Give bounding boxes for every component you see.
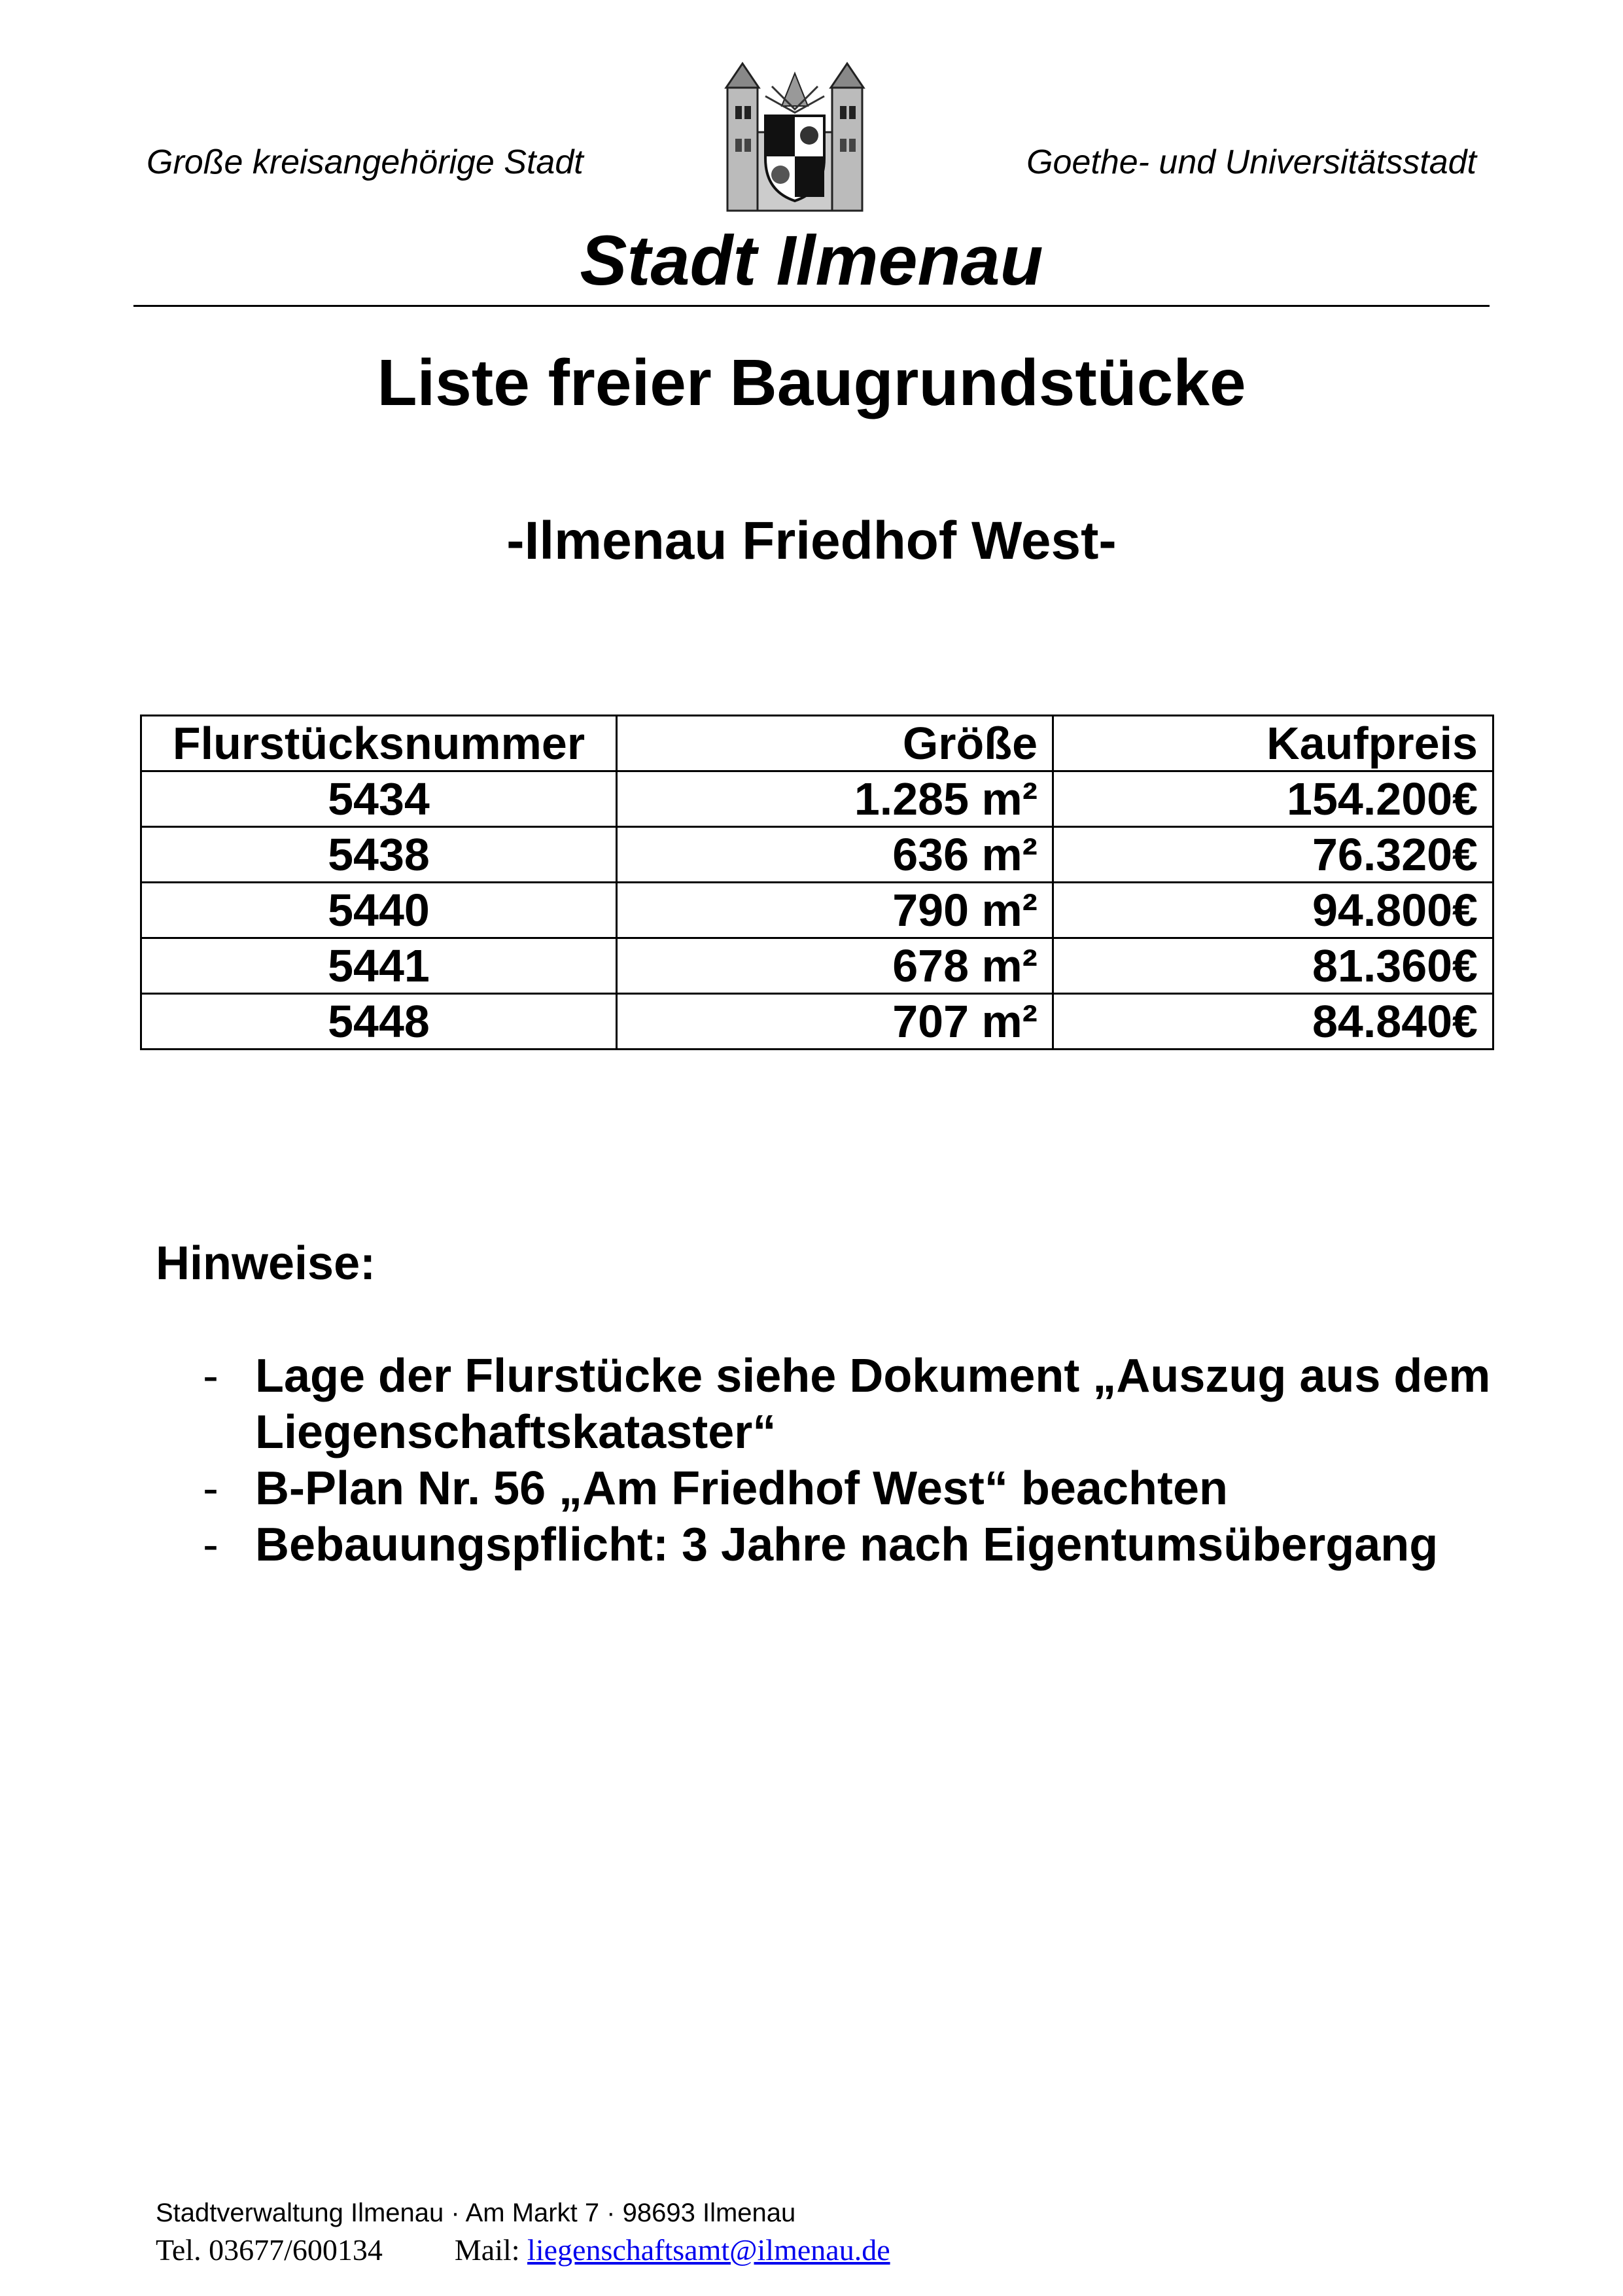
table-row (141, 771, 1493, 827)
document-title: Liste freier Baugrundstücke (377, 346, 1246, 419)
notes-list (203, 1348, 1511, 1573)
plot-price-cell: 76.320€ (1053, 827, 1493, 883)
header-divider (133, 305, 1490, 307)
header-right-text: Goethe- und Universitätsstadt (1026, 143, 1476, 181)
list-dash: - (203, 1519, 218, 1571)
plot-size-cell: 1.285 m² (617, 771, 1053, 827)
list-item (203, 1460, 1511, 1517)
list-item (203, 1517, 1511, 1573)
plot-price-cell: 81.360€ (1053, 938, 1493, 994)
note-text: Lage der Flurstücke siehe Dokument „Auszug aus dem Liegenschaftskataster“ (255, 1350, 1491, 1458)
email-link[interactable]: liegenschaftsamt@ilmenau.de (527, 2233, 890, 2267)
table-row (141, 883, 1493, 938)
plot-price-cell: 154.200€ (1053, 771, 1493, 827)
plot-price-cell: 84.840€ (1053, 994, 1493, 1050)
header-left-text: Große kreisangehörige Stadt (147, 143, 584, 181)
plot-size-cell: 678 m² (617, 938, 1053, 994)
note-text: Bebauungspflicht: 3 Jahre nach Eigentumsübergang (255, 1519, 1439, 1571)
plot-number-cell: 5434 (141, 771, 617, 827)
list-dash: - (203, 1350, 218, 1402)
table-row (141, 827, 1493, 883)
footer-phone: Tel. 03677/600134 (156, 2233, 383, 2267)
plot-number-cell: 5441 (141, 938, 617, 994)
table-row (141, 938, 1493, 994)
plot-size-cell: 636 m² (617, 827, 1053, 883)
plot-size-cell: 790 m² (617, 883, 1053, 938)
notes-heading: Hinweise: (156, 1237, 376, 1290)
footer-contact (156, 2233, 890, 2267)
column-header-price: Kaufpreis (1053, 716, 1493, 771)
document-subtitle: -Ilmenau Friedhof West- (506, 511, 1117, 571)
footer-mail-label: Mail: (454, 2233, 520, 2267)
plot-number-cell: 5438 (141, 827, 617, 883)
plot-table (140, 715, 1494, 1050)
city-title: Stadt Ilmenau (580, 221, 1043, 300)
plot-size-cell: 707 m² (617, 994, 1053, 1050)
table-header-row (141, 716, 1493, 771)
plot-number-cell: 5440 (141, 883, 617, 938)
list-item (203, 1348, 1511, 1460)
column-header-plot-number: Flurstücksnummer (141, 716, 617, 771)
footer-address: Stadtverwaltung Ilmenau · Am Markt 7 · 98693 Ilmenau (156, 2199, 796, 2227)
table-row (141, 994, 1493, 1050)
plot-number-cell: 5448 (141, 994, 617, 1050)
column-header-size: Größe (617, 716, 1053, 771)
plot-price-cell: 94.800€ (1053, 883, 1493, 938)
list-dash: - (203, 1462, 218, 1515)
note-text: B-Plan Nr. 56 „Am Friedhof West“ beachten (255, 1462, 1228, 1515)
coat-of-arms-icon (720, 60, 870, 217)
